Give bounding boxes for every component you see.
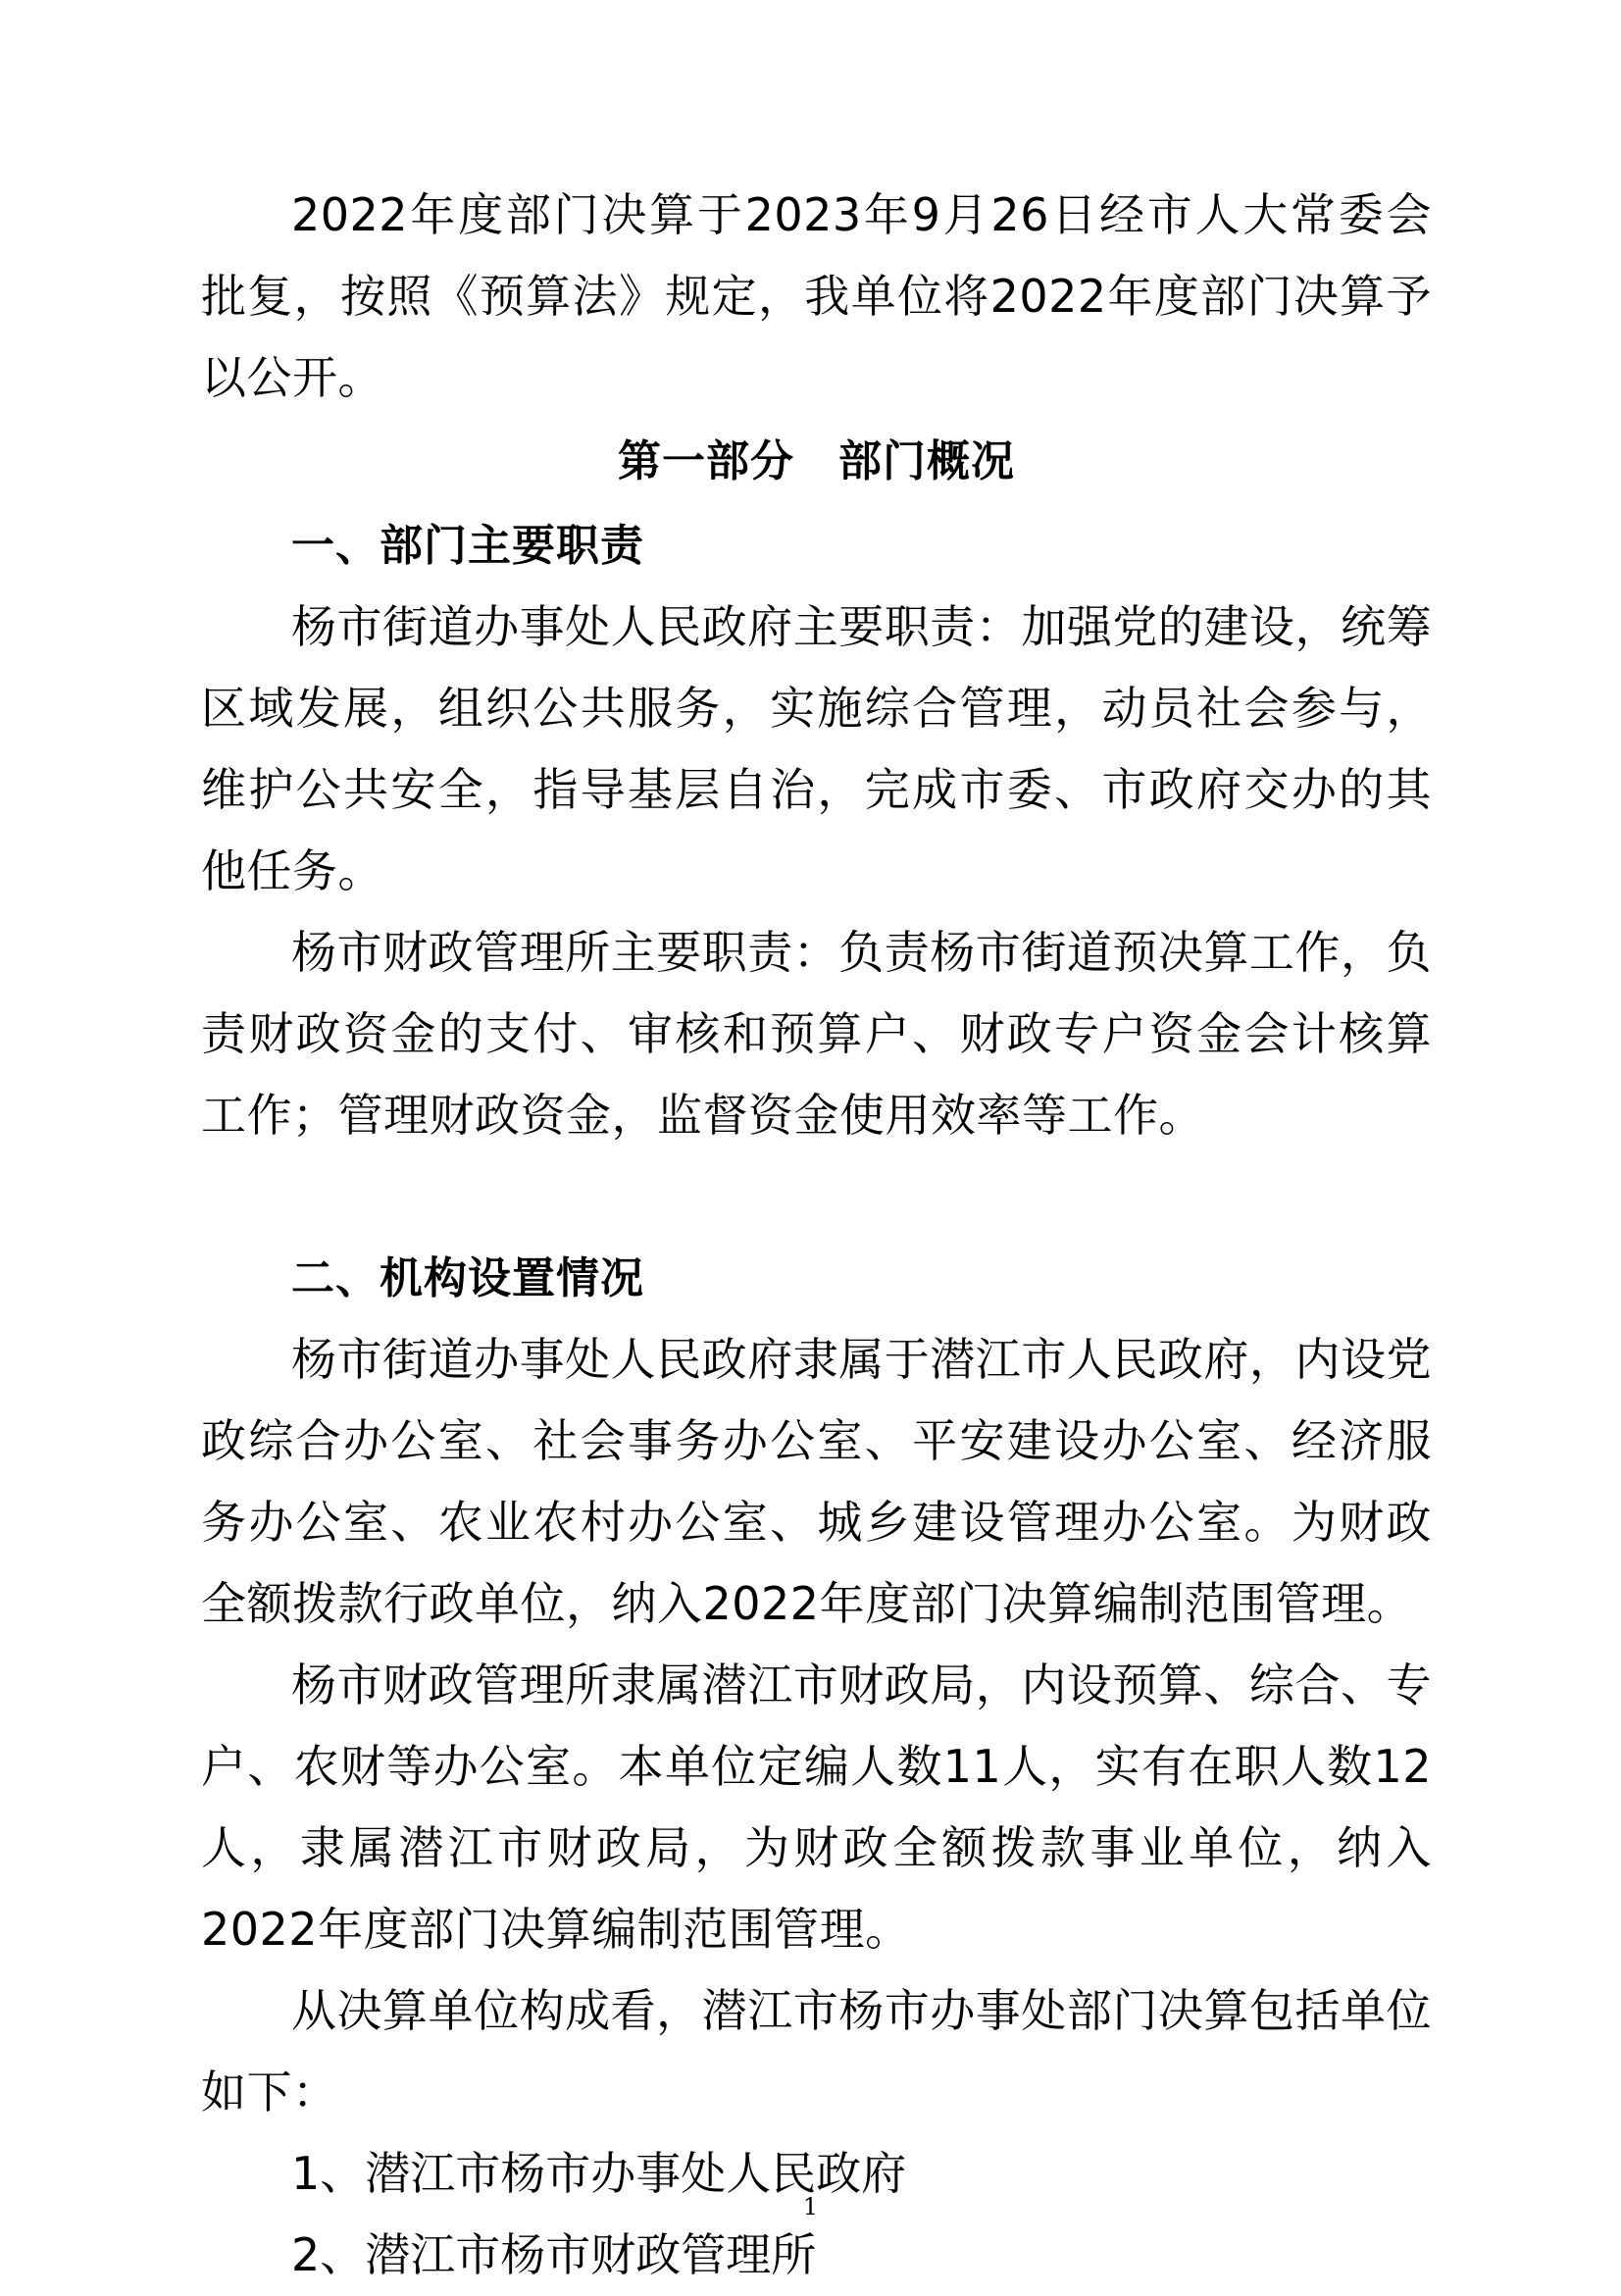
page-number: 1 bbox=[802, 2193, 819, 2220]
section-spacer bbox=[201, 1156, 1432, 1238]
part-title: 第一部分 部门概况 bbox=[618, 436, 1015, 486]
unit-list-item: 1、潜江市杨市办事处人民政府 bbox=[291, 2147, 907, 2200]
organization-paragraph-finance-office: 杨市财政管理所隶属潜江市财政局，内设预算、综合、专户、农财等办公室。本单位定编人数11人，实有在职人数12人，隶属潜江市财政局，为财政全额拨款事业单位，纳入2022年度部门决算编制范围管理。 bbox=[201, 1658, 1432, 1956]
section-heading-organization: 二、机构设置情况 bbox=[291, 1253, 644, 1303]
duties-paragraph-finance-office: 杨市财政管理所主要职责：负责杨市街道预决算工作，负责财政资金的支付、审核和预算户、财政专户资金会计核算工作；管理财政资金，监督资金使用效率等工作。 bbox=[201, 926, 1432, 1142]
organization-paragraph-units-intro: 从决算单位构成看，潜江市杨市办事处部门决算包括单位如下： bbox=[201, 1984, 1432, 2118]
organization-paragraph-government: 杨市街道办事处人民政府隶属于潜江市人民政府，内设党政综合办公室、社会事务办公室、平安建设办公室、经济服务办公室、农业农村办公室、城乡建设管理办公室。为财政全额拨款行政单位，纳入2022年度部门决算编制范围管理。 bbox=[201, 1333, 1432, 1630]
document-body bbox=[201, 175, 1432, 2296]
unit-list-item: 2、潜江市杨市财政管理所 bbox=[291, 2228, 817, 2281]
duties-paragraph-government: 杨市街道办事处人民政府主要职责：加强党的建设，统筹区域发展，组织公共服务，实施综合管理，动员社会参与，维护公共安全，指导基层自治，完成市委、市政府交办的其他任务。 bbox=[201, 600, 1432, 897]
intro-paragraph: 2022年度部门决算于2023年9月26日经市人大常委会批复，按照《预算法》规定，我单位将2022年度部门决算予以公开。 bbox=[201, 188, 1432, 404]
section-heading-duties: 一、部门主要职责 bbox=[291, 521, 644, 571]
